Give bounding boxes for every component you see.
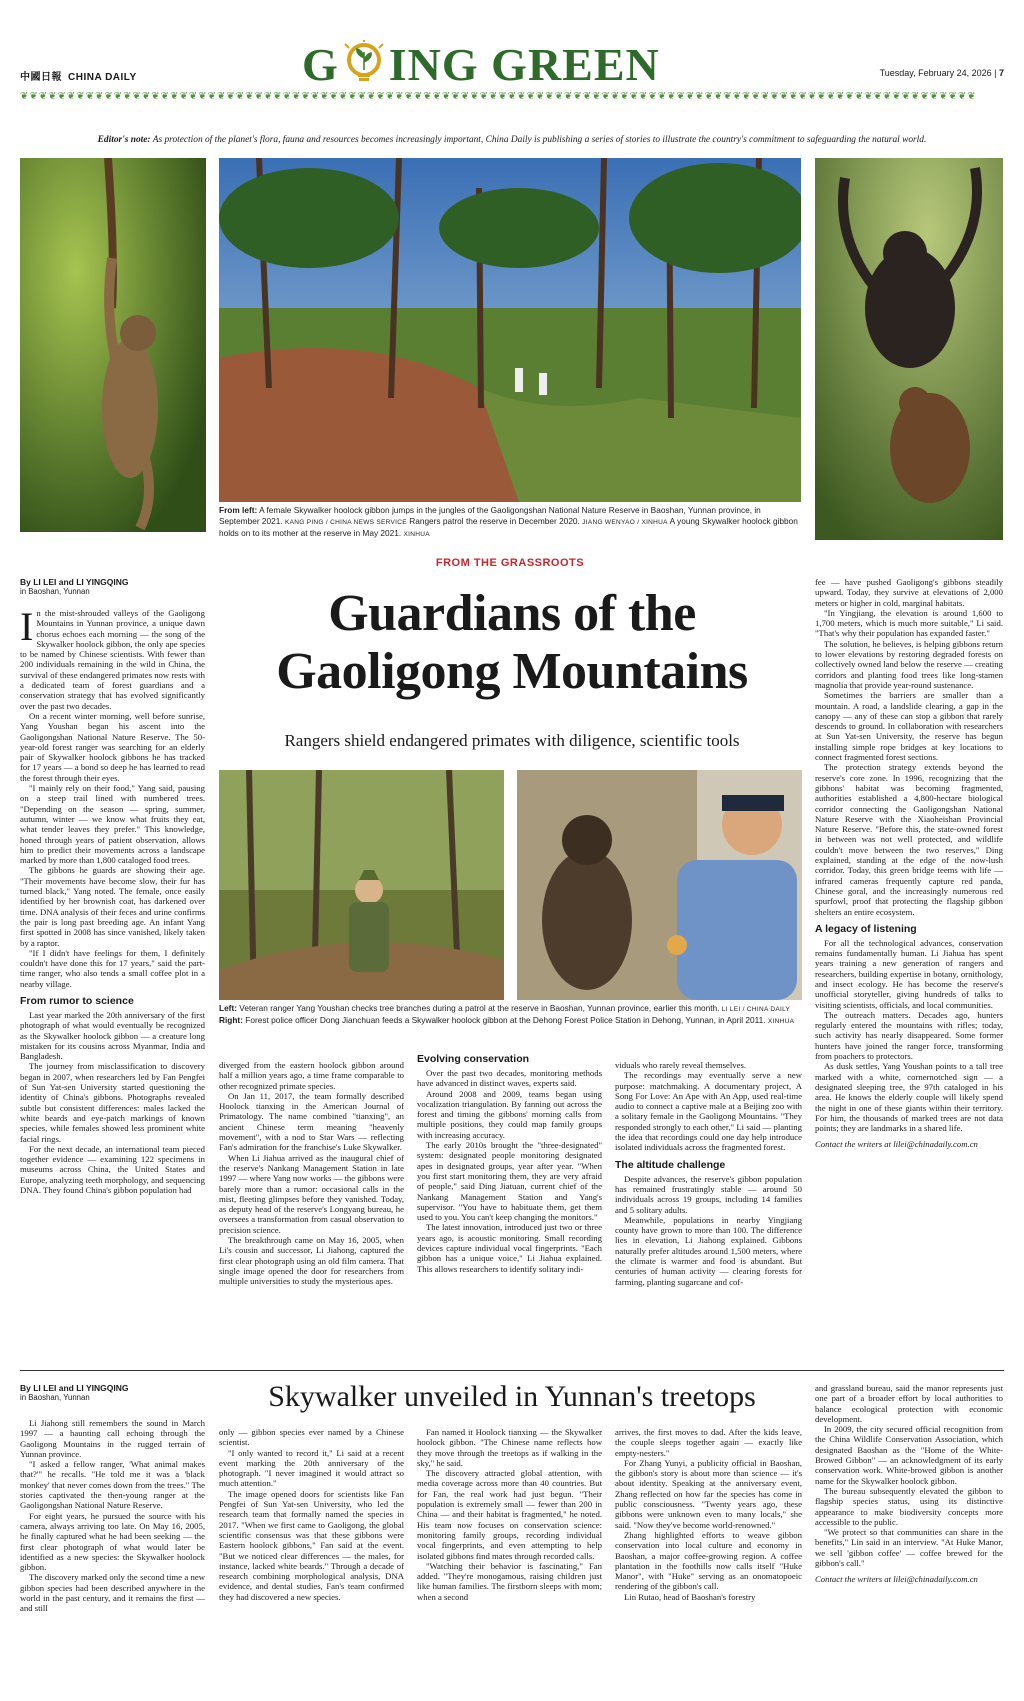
section-title: G ING GREEN [302,39,660,90]
top-photo-caption: From left: A female Skywalker hoolock gibbon jumps in the jungles of the Gaoligongshan National Nature Reserve in Baoshan, Yunnan province, in September 2021. KANG PING / CHINA NEWS SERVICE Rangers patrol the reserve in December 2020. JIANG WENYAO / XINHUA A young Skywalker hoolock gibbon holds on to its mother at the reserve in May 2021. XINHUA [219,505,798,538]
lightbulb-leaf-icon [341,40,387,86]
editors-note: Editor's note: As protection of the planet's flora, fauna and resources becomes increasingly important, China Daily is publishing a series of stories to illustrate the country's commitment to safeguarding the natural world. [97,135,927,145]
story1-column-5: fee — have pushed Gaoligong's gibbons steadily upward. Today, they survive at elevations of 2,000 meters or higher in cold, marginal habitats. "In Yingjiang, the elevation is around 1,600 to 1,700 meters, which is much more suitable," Li said. "That's why their population has expanded faster." The solution, he believes, is helping gibbons return to lower elevations by restoring degraded forests on collectively owned land below the reserve — creating corridors and planting food trees like long-stamen magnolia that provide year-round sustenance. Sometimes the barriers are smaller than a mountain. A road, a landslide clearing, a gap in the canopy — any of these can stop a gibbon that rarely descends to ground. In collaboration with researchers at Sun Yat-sen University, the reserve has begun installing simple rope bridges at key locations to connect fragmented forest sections. The protection strategy extends beyond the reserve's core zone. In 1996, recognizing that the gibbons' habitat was becoming fragmented, authorities established a 4,800-hectare biological corridor connecting the Gaoligongshan National Nature Reserve with the Xiaoheishan Provincial Nature Reserve. "Before this, the state-owned forest in between was not well protected, and wildlife couldn't move between the two reserves," Ding explained, standing at the edge of the now-lush corridor. Today, this green bridge teems with life — infrared cameras frequently capture red panda, Chinese goral, and the increasingly numerous red spurfowl, proof that protecting the flagship gibbon shelters an entire ecosystem. A legacy of listening For all the technological advances, conservation remains fundamentally human. Li Jiahua has spent years training a new generation of rangers and researchers, building expertise in botany, ornithology, and insect ecology. He has become the reserve's unofficial storyteller, giving hundreds of talks to visiting scientists, officials, and local communities. The outreach matters. Decades ago, hunters regularly entered the mountains with rifles; today, such activity has nearly disappeared. Some former hunters have joined the ranger force, transforming from poachers to protectors. As dusk settles, Yang Youshan points to a tall tree marked with a white, cornernotched sign — a designated sleeping tree, the 97th cataloged in his area. He knows the elderly couple will likely spend the night in one of these giants within their territory. For him, the thousands of marked trees are not data points; they are landmarks in a shared life. Contact the writers at lilei@chinadaily.com.cn [815,577,1003,1150]
photo-young-gibbon-mother [815,158,1003,540]
story1-column-2: diverged from the eastern hoolock gibbon around half a million years ago, a time frame comparable to other recognized primate species. On Jan 11, 2017, the team formally described Hoolock tianxing in the American Journal of Primatology. The name combined "tianxing", an ancient Chinese term meaning "heavenly movement", with a nod to Star Wars — reflecting Fan's admiration for the franchise's Luke Skywalker. When Li Jiahua arrived as the inaugural chief of the reserve's Nankang Management Station in late 1997 — where Yang now works — the gibbons were barely more than a rumor: occasional calls in the mist, fleeting glimpses before they vanished. Today, as deputy head of the reserve's Longyang bureau, he oversees a transformation from casual observation to precision science. The breakthrough came on May 16, 2005, when Li's cousin and successor, Li Jiahong, captured the first clear photograph using an old film camera. That single image opened the door for researchers from multiple universities to study the mysterious apes. [219,1060,404,1287]
kicker: FROM THE GRASSROOTS [435,557,585,569]
china-daily-logo: 中國日報 CHINA DAILY [20,72,137,83]
story2-headline: Skywalker unveiled in Yunnan's treetops [268,1380,756,1413]
photo-gibbon-jumping [20,158,206,532]
subhead-altitude-challenge: The altitude challenge [615,1158,726,1171]
masthead [20,30,1004,100]
mid-photo-caption: Left: Veteran ranger Yang Youshan checks tree branches during a patrol at the reserve in Baoshan, Yunnan province, earlier this month. LI LEI / CHINA DAILY Right: Forest police officer Dong Jianchuan feeds a Skywalker hoolock gibbon at the Dehong Forest Police Station in Dehong, Yunnan, in April 2011. XINHUA [219,1003,795,1025]
story1-column-3: Evolving conservation Over the past two decades, monitoring methods have advanced in distinct waves, experts said. Around 2008 and 2009, teams began using vocalization triangulation. By fanning out across the forest and timing the gibbons' morning calls from multiple positions, they could map family groups with increasing accuracy. The early 2010s brought the "three-designated" system: designated people monitoring designated apes in designated groups, year after year. "When you first start monitoring them, they are very afraid of people," said Ding Jiatuan, current chief of the Nankang Management Station and Yang's supervisor. "You have to habituate them, get them used to you. You can't keep changing the monitors." The latest innovation, introduced just two or three years ago, is acoustic monitoring. Small recording devices capture individual vocal fingerprints. "Each gibbon has a unique voice," Li Jiahua explained. This allows researchers to identify solitary indi- [417,1053,602,1274]
story2-byline: By LI LEI and LI YINGQING in Baoshan, Yunnan [20,1383,129,1402]
story2-column-2: only — gibbon species ever named by a Chinese scientist. "I only wanted to record it," Li said at a recent event marking the 20th anniversary of the photograph. "I never imagined it would attract so much attention." The image opened doors for scientists like Fan Pengfei of Sun Yat-sen University, who led the research team that formally named the species in 2017. "When we first came to Gaoligong, the global scientific consensus was that these gibbons were Eastern hoolock gibbons," Fan said at the event. "But we noticed clear differences — the males, for instance, lacked white beards." Through a decade of research combining morphological analysis, DNA evidence, and dental studies, Fan's team confirmed they had discovered a new species. [219,1427,404,1602]
byline: By LI LEI and LI YINGQING in Baoshan, Yunnan [20,577,129,596]
subhead-evolving-conservation: Evolving conservation [417,1053,530,1065]
story1-column-4: viduals who rarely reveal themselves. The recordings may eventually serve a new purpose: matchmaking. A documentary project, A Song For Love: An Ape with An App, used real-time audio to connect a captive male at a Beijing zoo with a solitary female in the Gaoligong Mountains. "They responded strongly to each other," Li said — planting the idea that recordings could one day help introduce isolated individuals across the fragmented forest. The altitude challenge Despite advances, the reserve's gibbon population has remained frustratingly stable — around 50 individuals across 19 groups, including 14 families and 5 solitary adults. Meanwhile, populations in nearby Yingjiang county have grown to more than 100. The difference lies in elevation, Li Jiahong explained. Gibbons naturally prefer altitudes around 1,500 meters, where the climate is warmer and food is abundant. But centuries of human activity — clearing forests for farming, planting sugarcane and cof- [615,1060,802,1287]
photo-ranger-yang [219,770,504,1000]
story2-contact-writers: Contact the writers at lilei@chinadaily.com.cn [815,1574,978,1585]
subhead-rumor-to-science: From rumor to science [20,994,134,1007]
subhead-legacy-of-listening: A legacy of listening [815,922,917,935]
leaf-border: ❦❦❦❦❦❦❦❦❦❦❦❦❦❦❦❦❦❦❦❦❦❦❦❦❦❦❦❦❦❦❦❦❦❦❦❦❦❦❦❦❦❦❦❦❦❦❦❦❦❦❦❦❦❦❦❦❦❦❦❦❦❦❦❦❦❦❦❦❦❦❦❦❦❦❦❦❦❦❦❦❦❦❦❦❦❦❦❦❦❦❦❦❦❦❦❦❦❦❦❦❦❦ [20,92,977,102]
story1-column-1: In the mist-shrouded valleys of the Gaoligong Mountains in Yunnan province, a unique dawn chorus echoes each morning — the song of the Skywalker hoolock gibbon, the only ape species to be named by Chinese scientists. With fewer than 200 individuals remaining in the wild in China, the survival of these endangered primates now rests with a dedicated team of forest guardians and a conservation strategy that has evolved significantly over the past two decades. On a recent winter morning, well before sunrise, Yang Youshan began his ascent into the Gaoligongshan National Nature Reserve. The 50-year-old forest ranger was searching for an elderly pair of Skywalker hoolock gibbons he has tracked for 17 years — a bond so deep he has learned to read the forest through their eyes. "I mainly rely on their food," Yang said, pausing on a steep trail lined with numbered trees. "Depending on the season — spring, summer, autumn, winter — we know what fruits they eat, what tender leaves they prefer." This knowledge, honed through years of patient observation, allows him to predict their movements across a landscape marked by more than 1,800 cataloged food trees. The gibbons he guards are showing their age. "Their movements have become slow, their fur has turned black," Yang noted. The female, once easily identified by her brownish coat, has darkened over time. DNA analysis of their feces and urine confirms the pair is long past breeding age. An infant Yang first spotted in 2008 has since vanished, likely taken by a raptor. "If I didn't have feelings for them, I definitely couldn't have done this for 17 years," said the part-time ranger, who also tends a small coffee plot in a nearby village. From rumor to science Last year marked the 20th anniversary of the first photograph of what would eventually be recognized as the Skywalker hoolock gibbon — a creature long mistaken for its cousins across Myanmar, India and Bangladesh. The journey from misclassification to discovery began in 2007, when researchers led by Fan Pengfei of Sun Yat-sen University started questioning the identity of China's gibbons. Photographs revealed subtle but consistent differences: males lacked the white beards and eye-patch markings of known species, while females showed less prominent white facial rings. For the next decade, an international team pieced together evidence — examining 122 specimens in museums across China, the United States and Europe, analyzing teeth morphology, and sequencing DNA. They found China's gibbon population had [20,608,205,1196]
photo-officer-feeding-gibbon [517,770,802,1000]
contact-writers: Contact the writers at lilei@chinadaily.com.cn [815,1139,978,1150]
issue-date: Tuesday, February 24, 2026 | 7 [879,68,1004,78]
story2-column-4: arrives, the first moves to dad. After the kids leave, the couple sleeps together again — exactly like empty-nesters." For Zhang Yunyi, a publicity official in Baoshan, the gibbon's story is about more than science — it's about identity. Speaking at the anniversary event, Zhang reflected on how far the species has come in public consciousness. "Twenty years ago, these gibbons were unknown even to many locals," she said. "Now they've become world-renowned." Zhang highlighted efforts to weave gibbon conservation into local culture and economy in Baoshan, a major coffee-growing region. A coffee plantation in the foothills now calls itself "Huke Manor", with "Huke" serving as an onomatopoeic rendering of the gibbon's call. Lin Rutao, head of Baoshan's forestry [615,1427,802,1602]
story2-column-1: Li Jiahong still remembers the sound in March 1997 — a haunting call echoing through the Gaoligong Mountains in the rugged terrain of Yunnan province. "I asked a fellow ranger, 'What animal makes that?'" he recalls. "He told me it was a 'black monkey' that never comes down from the trees." The stories captivated the then-young ranger at the Gaoligongshan National Nature Reserve. For eight years, he pursued the source with his camera, always arriving too late. On May 16, 2005, he finally captured what he had been seeking — the first clear photograph of what would later be identified as a new species: the Skywalker hoolock gibbon. The discovery marked only the second time a new gibbon species had been described anywhere in the world in the past century, and it remains the first — and still [20,1418,205,1614]
photo-rangers-patrol [219,158,801,502]
section-divider [20,1370,1004,1371]
subheadline: Rangers shield endangered primates with diligence, scientific tools [284,731,740,750]
story2-column-3: Fan named it Hoolock tianxing — the Skywalker hoolock gibbon. "The Chinese name reflects how they move through the treetops as if walking in the sky," he said. The discovery attracted global attention, with media coverage across more than 40 countries. But for Fan, the real work had just begun. "Their population is extremely small — fewer than 200 in China — and their habitat is fragmented," he noted. His team now focuses on conservation science: monitoring family groups, recording individual vocal fingerprints, and even attempting to help isolated gibbons find mates through recorded calls. "Watching their behavior is fascinating," Fan added. "They're monogamous, raising children just like human families. The firstborn sleeps with mom; when a second [417,1427,602,1602]
main-headline: Guardians of the Gaoligong Mountains [276,585,748,700]
story2-column-5: and grassland bureau, said the manor represents just one part of a broader effort by local authorities to balance ecological protection with economic development. In 2009, the city secured official recognition from the China Wildlife Conservation Association, which designated Baoshan as the "Home of the White-Browed Gibbon" — an acknowledgment of its early conservation work. White-browed gibbon is another name for the Skywalker hoolock gibbon. The bureau subsequently elevated the gibbon to flagship species status, using its distinctive appearance to make biodiversity concepts more accessible to the public. "We protect so that communities can share in the benefits," Lin said in an interview. "At Huke Manor, we sell 'gibbon coffee' — coffee brewed for the gibbon's call." Contact the writers at lilei@chinadaily.com.cn [815,1383,1003,1585]
